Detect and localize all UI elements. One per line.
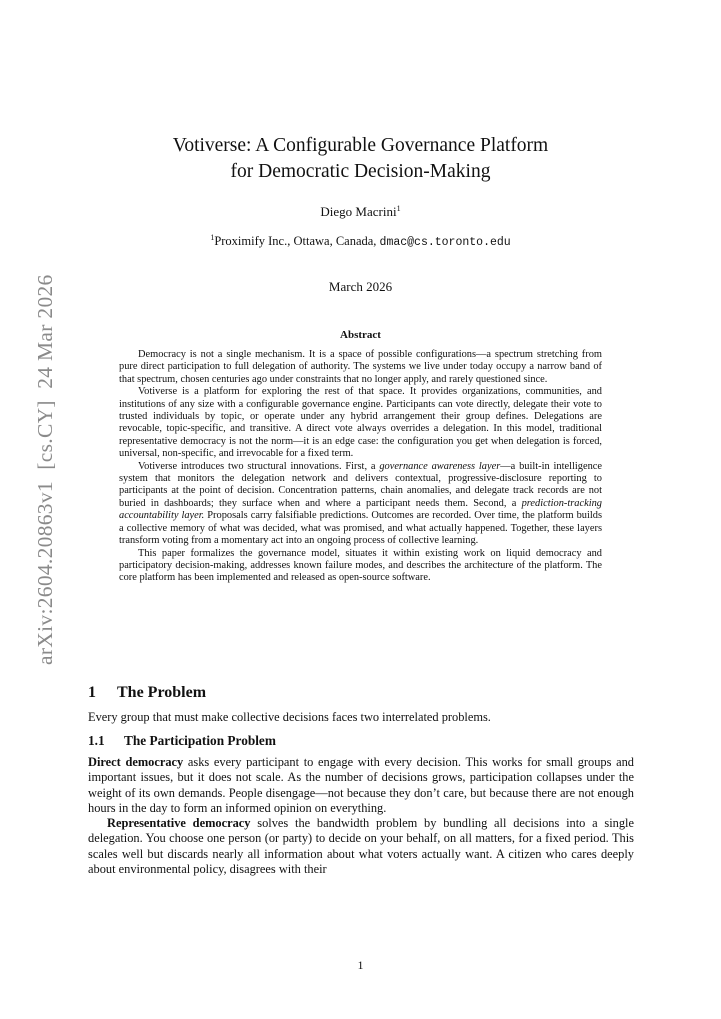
paper-title	[0, 133, 721, 185]
abstract-p3-emphasis-2: prediction-tracking accountability layer.	[119, 497, 602, 522]
subsection-title: The Participation Problem	[124, 733, 276, 748]
author-line	[0, 204, 721, 220]
abstract-body	[119, 349, 602, 585]
abstract-p3-part-c: Proposals carry falsifiable predictions. Outcomes are recorded. Over time, the platform builds a collective memory of what was decided, what was promised, and what actually happened. Together, these layers transform voting from a momentary act into an ongoing process of collective learning.	[119, 510, 602, 547]
section-heading	[88, 684, 206, 702]
abstract-paragraph-4: This paper formalizes the governance model, situates it within existing work on liquid democracy and participatory decision-making, addresses known failure modes, and describes the architecture of the platform. The core platform has been implemented and released as open-source software.	[119, 547, 602, 584]
abstract-p3-part-a: Votiverse introduces two structural innovations. First, a	[138, 460, 380, 472]
representative-democracy-term: Representative democracy	[107, 816, 251, 831]
subsection-body	[88, 755, 634, 877]
arxiv-sidebar-stamp: arXiv:2604.20863v1 [cs.CY] 24 Mar 2026	[33, 274, 57, 665]
body-paragraph-2-text: solves the bandwidth problem by bundling all decisions into a single delegation. You choose one person (or party) to decide on your behalf, on all matters, for a fixed period. This scales well but discards nearly all information about what voters actually want. A citizen who cares deeply about environmental policy, disagrees with their	[88, 816, 634, 877]
direct-democracy-term: Direct democracy	[88, 755, 184, 769]
affiliation-text: Proximify Inc., Ottawa, Canada,	[214, 234, 380, 248]
abstract-paragraph-2: Votiverse is a platform for exploring the rest of that space. It provides organizations, communities, and institutions of any size with a configurable governance engine. Participants can vote directly, delegate their vote to trusted individuals by topic, or operate under any hybrid arrangement their group defines. Delegations are revocable, topic-specific, and transitive. A direct vote always overrides a delegation. In this model, traditional representative democracy is not the norm—it is an edge case: the configuration you get when delegation is forced, universal, non-specific, and irrevocable for a fixed term.	[119, 386, 602, 460]
title-line-2: for Democratic Decision-Making	[230, 161, 491, 182]
body-paragraph-1-text: asks every participant to engage with every decision. This works for small groups and important issues, but it does not scale. As the number of decisions grows, participation collapses under the weight of its own demands. People disengage—not because they don’t care, but because there are not enough hours in the day to form an informed opinion on everything.	[88, 755, 634, 815]
page-number: 1	[357, 958, 364, 972]
author-email: dmac@cs.toronto.edu	[379, 236, 511, 249]
abstract-p3-part-b: —a built-in intelligence system that monitors the delegation network and delivers contextual, progressive-disclosure reporting to participants at the point of decision. Concentration patterns, chain anomalies, and delegate track records are not buried in dashboards; they surface when and where a participant needs them. Second, a	[119, 460, 603, 509]
title-line-1: Votiverse: A Configurable Governance Platform	[172, 135, 549, 156]
subsection-number: 1.1	[88, 733, 105, 748]
body-paragraph-1	[88, 755, 634, 816]
section-intro: Every group that must make collective decisions faces two interrelated problems.	[88, 710, 491, 724]
abstract-p3-emphasis-1: governance awareness layer	[379, 460, 501, 472]
subsection-heading	[88, 733, 276, 749]
affiliation-line	[0, 234, 721, 249]
paper-date: March 2026	[328, 279, 393, 294]
author-superscript: 1	[396, 204, 401, 213]
abstract-paragraph-1: Democracy is not a single mechanism. It is a space of possible configurations—a spectrum stretching from pure direct participation to full delegation of authority. The systems we live under today occupy a narrow band of that spectrum, chosen centuries ago under constraints that no longer apply, and rarely questioned since.	[119, 349, 602, 385]
abstract-paragraph-3	[119, 461, 602, 548]
abstract-heading: Abstract	[340, 329, 381, 341]
author-name: Diego Macrini	[320, 204, 397, 219]
section-title: The Problem	[117, 684, 207, 701]
affiliation-superscript: 1	[210, 233, 215, 242]
section-number: 1	[88, 684, 96, 701]
body-paragraph-2	[88, 816, 634, 877]
